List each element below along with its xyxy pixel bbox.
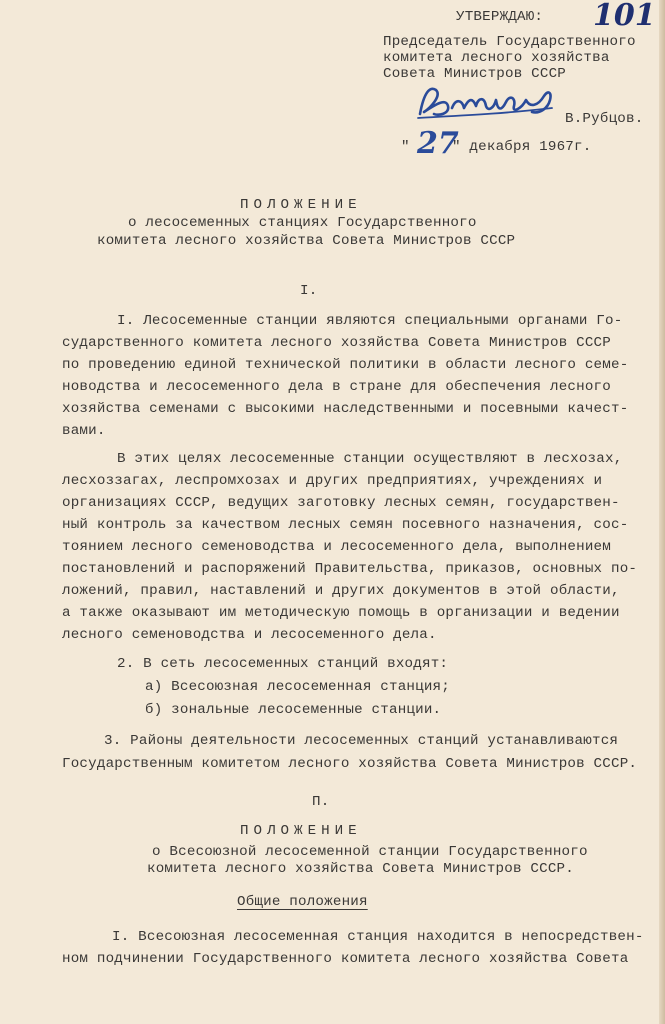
section-1-paragraph-1-line-4: новодства и лесосеменного дела в стране для обеспечения лесного	[62, 379, 611, 395]
document-subtitle-line-2: комитета лесного хозяйства Совета Министров СССР	[97, 233, 516, 249]
section-1-point-2: 2. В сеть лесосеменных станций входят:	[117, 656, 449, 672]
section-1-paragraph-1-line-1: I. Лесосеменные станции являются специальными органами Го-	[117, 313, 623, 329]
section-2-subtitle-line-2: комитета лесного хозяйства Совета Министров СССР.	[147, 861, 574, 877]
section-1-paragraph-2-line-8: а также оказывают им методическую помощь в организации и ведении	[62, 605, 620, 621]
document-subtitle-line-1: о лесосеменных станциях Государственного	[128, 215, 477, 231]
date-suffix: " декабря 1967г.	[452, 139, 592, 155]
section-1-paragraph-2-line-3: организациях СССР, ведущих заготовку лесных семян, государствен-	[62, 495, 620, 511]
approver-title-line-1: Председатель Государственного	[383, 34, 636, 50]
section-1-paragraph-2-line-7: ложений, правил, наставлений и других документов в этой области,	[62, 583, 620, 599]
section-1-paragraph-1-line-5: хозяйства семенами с высокими наследственными и посевными качест-	[62, 401, 629, 417]
section-1-paragraph-1-line-3: по проведению единой технической политики в области лесного семе-	[62, 357, 629, 373]
signature-scribble	[412, 78, 562, 130]
section-2-numeral: П.	[312, 794, 330, 810]
section-1-paragraph-1-line-6: вами.	[62, 423, 106, 439]
section-2-subheading: Общие положения	[237, 894, 368, 910]
date-day: 27	[417, 126, 459, 161]
approver-title-line-3: Совета Министров СССР	[383, 66, 566, 82]
section-1-paragraph-2-line-6: постановлений и распоряжений Правительства, приказов, основных по-	[62, 561, 638, 577]
date-prefix: "	[401, 139, 410, 155]
section-1-point-3-line-2: Государственным комитетом лесного хозяйства Совета Министров СССР.	[62, 756, 638, 772]
section-1-point-3-line-1: 3. Районы деятельности лесосеменных станций устанавливаются	[104, 733, 619, 749]
section-2-paragraph-1-line-2: ном подчинении Государственного комитета лесного хозяйства Совета	[62, 951, 629, 967]
section-1-point-2-item-a: а) Всесоюзная лесосеменная станция;	[145, 679, 450, 695]
approver-title-line-2: комитета лесного хозяйства	[383, 50, 610, 66]
section-1-paragraph-1-line-2: сударственного комитета лесного хозяйства Совета Министров СССР	[62, 335, 611, 351]
archive-number: 101	[593, 0, 656, 33]
section-1-paragraph-2-line-9: лесного семеноводства и лесосеменного дела.	[62, 627, 437, 643]
section-1-paragraph-2-line-4: ный контроль за качеством лесных семян посевного назначения, сос-	[62, 517, 629, 533]
document-title: ПОЛОЖЕНИЕ	[240, 197, 362, 213]
signature	[412, 78, 562, 130]
section-1-point-2-item-b: б) зональные лесосеменные станции.	[145, 702, 442, 718]
section-1-paragraph-2-line-2: лесхоззагах, леспромхозах и других предприятиях, учреждениях и	[62, 473, 603, 489]
page-edge	[659, 0, 665, 1024]
approval-label: УТВЕРЖДАЮ:	[456, 9, 544, 25]
section-1-paragraph-2-line-1: В этих целях лесосеменные станции осуществляют в лесхозах,	[117, 451, 623, 467]
section-1-numeral: I.	[300, 283, 318, 299]
section-2-paragraph-1-line-1: I. Всесоюзная лесосеменная станция находится в непосредствен-	[112, 929, 644, 945]
approver-name: В.Рубцов.	[565, 111, 644, 127]
section-1-paragraph-2-line-5: тоянием лесного семеноводства и лесосеменного дела, выполнением	[62, 539, 611, 555]
section-2-title: ПОЛОЖЕНИЕ	[240, 823, 362, 839]
section-2-subtitle-line-1: о Всесоюзной лесосеменной станции Государственного	[152, 844, 588, 860]
